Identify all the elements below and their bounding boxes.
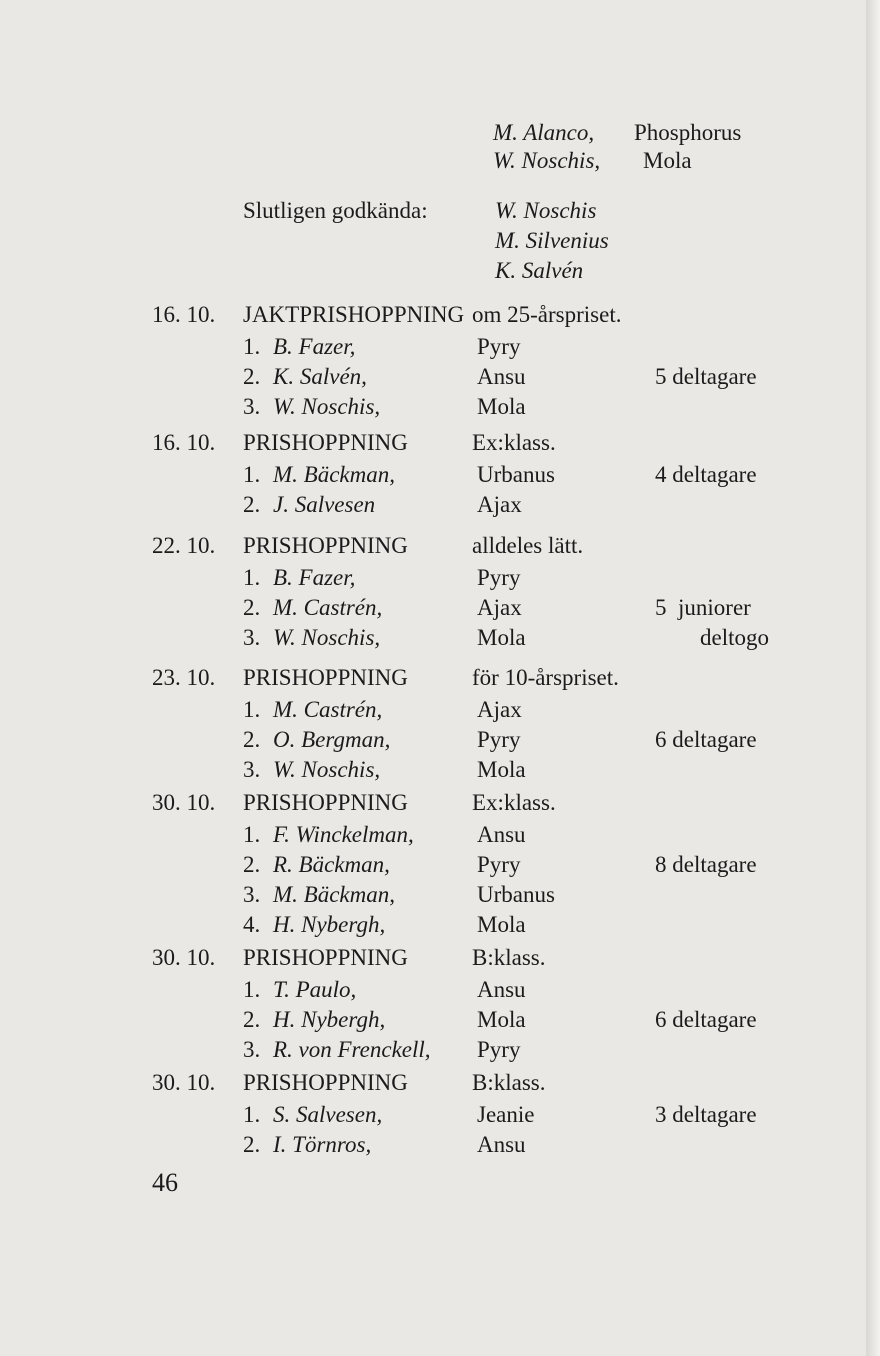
result-horse: Ansu (477, 1132, 526, 1157)
result-place: 1. (243, 977, 261, 1002)
result-participants: 5 juniorer (655, 595, 751, 620)
result-horse: Jeanie (477, 1102, 535, 1127)
result-rider: W. Noschis, (273, 625, 381, 650)
event-subtitle: B:klass. (472, 1070, 546, 1095)
result-place: 1. (243, 822, 261, 847)
result-participants: 6 deltagare (655, 727, 757, 752)
event-title: PRISHOPPNING (243, 1070, 408, 1095)
result-place: 2. (243, 364, 261, 389)
approved-name: M. Silvenius (495, 228, 609, 253)
result-place: 1. (243, 1102, 261, 1127)
result-horse: Mola (477, 757, 526, 782)
result-participants: 8 deltagare (655, 852, 757, 877)
result-place: 2. (243, 727, 261, 752)
result-horse: Ajax (477, 492, 522, 517)
result-place: 2. (243, 1132, 261, 1157)
event-date: 30. 10. (152, 1070, 216, 1095)
result-horse: Urbanus (477, 462, 555, 487)
result-place: 3. (243, 1037, 261, 1062)
page-edge (866, 0, 880, 1356)
event-title: PRISHOPPNING (243, 430, 408, 455)
result-horse: Mola (477, 394, 526, 419)
result-rider: R. Bäckman, (273, 852, 390, 877)
header-dog-2: Mola (643, 148, 692, 173)
result-rider: F. Winckelman, (273, 822, 414, 847)
result-horse: Pyry (477, 727, 521, 752)
result-horse: Mola (477, 1007, 526, 1032)
result-horse: Ansu (477, 822, 526, 847)
event-date: 22. 10. (152, 533, 216, 558)
result-horse: Pyry (477, 1037, 521, 1062)
result-place: 1. (243, 697, 261, 722)
result-place: 1. (243, 565, 261, 590)
result-rider: S. Salvesen, (273, 1102, 383, 1127)
result-horse: Mola (477, 625, 526, 650)
result-rider: W. Noschis, (273, 757, 381, 782)
result-rider: K. Salvén, (273, 364, 367, 389)
event-date: 16. 10. (152, 430, 216, 455)
result-place: 2. (243, 852, 261, 877)
event-date: 16. 10. (152, 302, 216, 327)
result-horse: Pyry (477, 852, 521, 877)
result-place: 2. (243, 595, 261, 620)
result-participants: 5 deltagare (655, 364, 757, 389)
result-place: 3. (243, 757, 261, 782)
result-rider: W. Noschis, (273, 394, 381, 419)
result-rider: O. Bergman, (273, 727, 391, 752)
event-date: 23. 10. (152, 665, 216, 690)
header-dog-1: Phosphorus (634, 120, 742, 145)
result-place: 1. (243, 334, 261, 359)
result-place: 3. (243, 625, 261, 650)
result-place: 3. (243, 882, 261, 907)
result-rider: J. Salvesen (273, 492, 376, 517)
result-rider: R. von Frenckell, (273, 1037, 431, 1062)
result-rider: I. Törnros, (273, 1132, 372, 1157)
result-place: 1. (243, 462, 261, 487)
page-number: 46 (152, 1168, 178, 1197)
result-horse: Ansu (477, 977, 526, 1002)
event-title: JAKTPRISHOPPNING (243, 302, 465, 327)
result-horse: Mola (477, 912, 526, 937)
result-rider: M. Castrén, (273, 595, 383, 620)
result-place: 3. (243, 394, 261, 419)
result-horse: Ansu (477, 364, 526, 389)
result-rider: H. Nybergh, (273, 1007, 386, 1032)
result-rider: B. Fazer, (273, 334, 356, 359)
event-subtitle: alldeles lätt. (472, 533, 584, 558)
result-rider: M. Castrén, (273, 697, 383, 722)
result-rider: M. Bäckman, (273, 462, 395, 487)
result-rider: H. Nybergh, (273, 912, 386, 937)
event-subtitle: om 25-årspriset. (472, 302, 622, 327)
result-place: 4. (243, 912, 261, 937)
result-rider: M. Bäckman, (273, 882, 395, 907)
event-date: 30. 10. (152, 790, 216, 815)
header-name-2: W. Noschis, (493, 148, 601, 173)
result-participants: deltogo (700, 625, 769, 650)
event-title: PRISHOPPNING (243, 790, 408, 815)
event-subtitle: Ex:klass. (472, 790, 556, 815)
result-rider: B. Fazer, (273, 565, 356, 590)
event-title: PRISHOPPNING (243, 665, 408, 690)
result-horse: Ajax (477, 697, 522, 722)
result-horse: Ajax (477, 595, 522, 620)
result-participants: 4 deltagare (655, 462, 757, 487)
event-title: PRISHOPPNING (243, 533, 408, 558)
result-horse: Urbanus (477, 882, 555, 907)
result-horse: Pyry (477, 565, 521, 590)
event-date: 30. 10. (152, 945, 216, 970)
result-participants: 6 deltagare (655, 1007, 757, 1032)
result-rider: T. Paulo, (273, 977, 357, 1002)
event-subtitle: för 10-årspriset. (472, 665, 619, 690)
header-name-1: M. Alanco, (493, 120, 595, 145)
approved-name: W. Noschis (495, 198, 597, 223)
result-place: 2. (243, 1007, 261, 1032)
event-subtitle: B:klass. (472, 945, 546, 970)
result-horse: Pyry (477, 334, 521, 359)
approved-name: K. Salvén (495, 258, 584, 283)
approved-label: Slutligen godkända: (243, 198, 428, 223)
event-subtitle: Ex:klass. (472, 430, 556, 455)
result-participants: 3 deltagare (655, 1102, 757, 1127)
event-title: PRISHOPPNING (243, 945, 408, 970)
result-place: 2. (243, 492, 261, 517)
